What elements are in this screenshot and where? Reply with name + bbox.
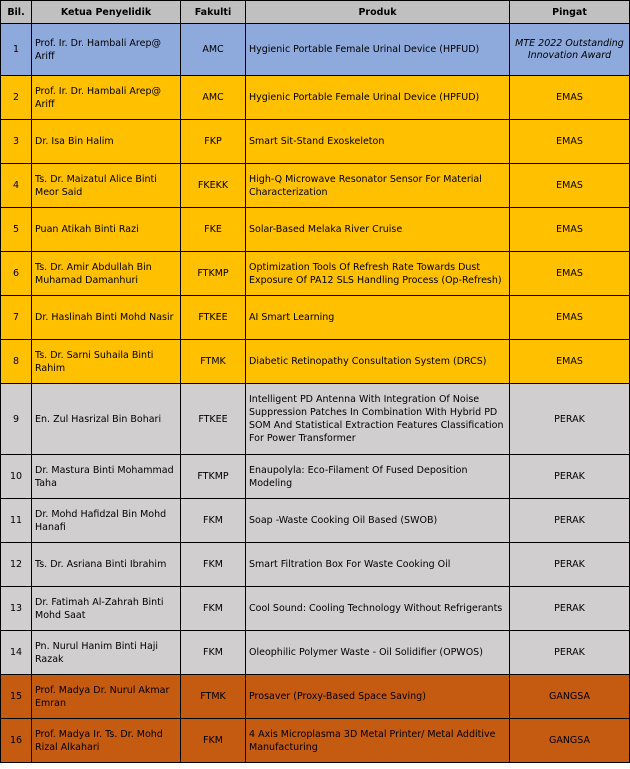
cell-pingat: EMAS	[510, 208, 630, 252]
cell-ketua-penyelidik: Dr. Isa Bin Halim	[32, 120, 181, 164]
cell-pingat: PERAK	[510, 543, 630, 587]
cell-ketua-penyelidik: Prof. Madya Dr. Nurul Akmar Emran	[32, 675, 181, 719]
table-row	[1, 296, 630, 340]
cell-produk: Solar-Based Melaka River Cruise	[246, 208, 510, 252]
cell-pingat: MTE 2022 Outstanding Innovation Award	[510, 24, 630, 76]
cell-ketua-penyelidik: Prof. Ir. Dr. Hambali Arep@ Ariff	[32, 24, 181, 76]
header-produk: Produk	[246, 1, 510, 24]
cell-fakulti: FKM	[181, 631, 246, 675]
cell-ketua-penyelidik: Dr. Mohd Hafidzal Bin Mohd Hanafi	[32, 499, 181, 543]
cell-produk: Cool Sound: Cooling Technology Without Refrigerants	[246, 587, 510, 631]
cell-produk: Intelligent PD Antenna With Integration Of Noise Suppression Patches In Combination With Hybrid PD SOM And Statistical Extraction Features Classification For Power Transformer	[246, 384, 510, 455]
header-ketua-penyelidik: Ketua Penyelidik	[32, 1, 181, 24]
cell-pingat: PERAK	[510, 631, 630, 675]
cell-fakulti: FTKMP	[181, 455, 246, 499]
cell-ketua-penyelidik: Dr. Fatimah Al-Zahrah Binti Mohd Saat	[32, 587, 181, 631]
table-row	[1, 208, 630, 252]
cell-produk: Hygienic Portable Female Urinal Device (HPFUD)	[246, 76, 510, 120]
table-row	[1, 499, 630, 543]
cell-fakulti: FKEKK	[181, 164, 246, 208]
table-row	[1, 719, 630, 763]
cell-pingat: EMAS	[510, 164, 630, 208]
cell-ketua-penyelidik: Dr. Mastura Binti Mohammad Taha	[32, 455, 181, 499]
cell-pingat: EMAS	[510, 120, 630, 164]
cell-fakulti: FKM	[181, 543, 246, 587]
cell-produk: High-Q Microwave Resonator Sensor For Material Characterization	[246, 164, 510, 208]
cell-fakulti: FKM	[181, 499, 246, 543]
cell-bil: 4	[1, 164, 32, 208]
cell-pingat: EMAS	[510, 252, 630, 296]
header-bil: Bil.	[1, 1, 32, 24]
cell-bil: 1	[1, 24, 32, 76]
cell-fakulti: FKP	[181, 120, 246, 164]
cell-ketua-penyelidik: Ts. Dr. Amir Abdullah Bin Muhamad Damanhuri	[32, 252, 181, 296]
cell-produk: Soap -Waste Cooking Oil Based (SWOB)	[246, 499, 510, 543]
cell-bil: 12	[1, 543, 32, 587]
cell-produk: Diabetic Retinopathy Consultation System (DRCS)	[246, 340, 510, 384]
table-row	[1, 340, 630, 384]
cell-bil: 8	[1, 340, 32, 384]
cell-bil: 11	[1, 499, 32, 543]
table-row	[1, 384, 630, 455]
cell-ketua-penyelidik: Dr. Haslinah Binti Mohd Nasir	[32, 296, 181, 340]
cell-produk: AI Smart Learning	[246, 296, 510, 340]
cell-bil: 9	[1, 384, 32, 455]
cell-pingat: EMAS	[510, 340, 630, 384]
cell-bil: 7	[1, 296, 32, 340]
cell-fakulti: FKM	[181, 719, 246, 763]
cell-ketua-penyelidik: Pn. Nurul Hanim Binti Haji Razak	[32, 631, 181, 675]
cell-bil: 13	[1, 587, 32, 631]
cell-pingat: PERAK	[510, 499, 630, 543]
cell-produk: 4 Axis Microplasma 3D Metal Printer/ Metal Additive Manufacturing	[246, 719, 510, 763]
cell-bil: 5	[1, 208, 32, 252]
cell-produk: Hygienic Portable Female Urinal Device (HPFUD)	[246, 24, 510, 76]
cell-produk: Oleophilic Polymer Waste - Oil Solidifier (OPWOS)	[246, 631, 510, 675]
cell-produk: Enaupolyla: Eco-Filament Of Fused Deposition Modeling	[246, 455, 510, 499]
cell-bil: 2	[1, 76, 32, 120]
cell-ketua-penyelidik: En. Zul Hasrizal Bin Bohari	[32, 384, 181, 455]
cell-bil: 3	[1, 120, 32, 164]
cell-fakulti: AMC	[181, 76, 246, 120]
cell-bil: 15	[1, 675, 32, 719]
table-row	[1, 631, 630, 675]
cell-produk: Optimization Tools Of Refresh Rate Towards Dust Exposure Of PA12 SLS Handling Process (Op-Refresh)	[246, 252, 510, 296]
table-row	[1, 120, 630, 164]
cell-pingat: PERAK	[510, 455, 630, 499]
cell-pingat: PERAK	[510, 384, 630, 455]
cell-produk: Smart Filtration Box For Waste Cooking Oil	[246, 543, 510, 587]
table-row	[1, 164, 630, 208]
header-row	[1, 1, 630, 24]
table-row	[1, 24, 630, 76]
table-row	[1, 76, 630, 120]
cell-fakulti: FTKMP	[181, 252, 246, 296]
table-row	[1, 252, 630, 296]
cell-fakulti: FTKEE	[181, 296, 246, 340]
cell-pingat: GANGSA	[510, 719, 630, 763]
cell-ketua-penyelidik: Ts. Dr. Maizatul Alice Binti Meor Said	[32, 164, 181, 208]
cell-ketua-penyelidik: Ts. Dr. Asriana Binti Ibrahim	[32, 543, 181, 587]
table-row	[1, 587, 630, 631]
cell-fakulti: FKM	[181, 587, 246, 631]
table-row	[1, 455, 630, 499]
cell-ketua-penyelidik: Ts. Dr. Sarni Suhaila Binti Rahim	[32, 340, 181, 384]
cell-produk: Smart Sit-Stand Exoskeleton	[246, 120, 510, 164]
cell-produk: Prosaver (Proxy-Based Space Saving)	[246, 675, 510, 719]
cell-ketua-penyelidik: Prof. Ir. Dr. Hambali Arep@ Ariff	[32, 76, 181, 120]
cell-fakulti: FTMK	[181, 675, 246, 719]
table-row	[1, 543, 630, 587]
cell-ketua-penyelidik: Prof. Madya Ir. Ts. Dr. Mohd Rizal Alkahari	[32, 719, 181, 763]
cell-bil: 16	[1, 719, 32, 763]
cell-fakulti: FKE	[181, 208, 246, 252]
cell-pingat: PERAK	[510, 587, 630, 631]
table-row	[1, 675, 630, 719]
cell-pingat: EMAS	[510, 296, 630, 340]
cell-fakulti: FTMK	[181, 340, 246, 384]
header-pingat: Pingat	[510, 1, 630, 24]
cell-pingat: EMAS	[510, 76, 630, 120]
cell-ketua-penyelidik: Puan Atikah Binti Razi	[32, 208, 181, 252]
header-fakulti: Fakulti	[181, 1, 246, 24]
cell-fakulti: AMC	[181, 24, 246, 76]
cell-bil: 6	[1, 252, 32, 296]
cell-fakulti: FTKEE	[181, 384, 246, 455]
cell-bil: 10	[1, 455, 32, 499]
cell-bil: 14	[1, 631, 32, 675]
cell-pingat: GANGSA	[510, 675, 630, 719]
